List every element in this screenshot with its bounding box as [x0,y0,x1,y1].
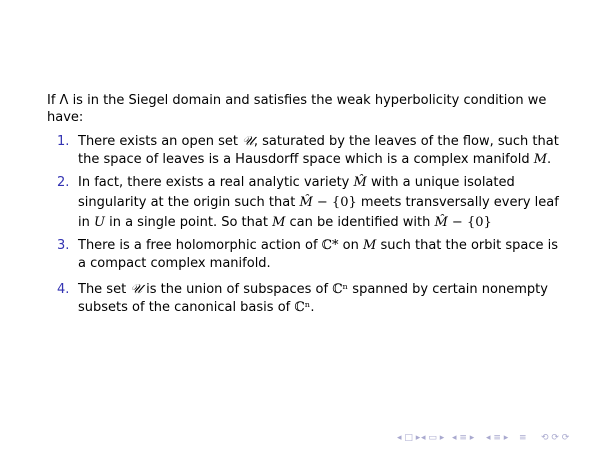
math-expression: ℂⁿ [294,299,311,315]
math-expression: ℂⁿ [332,282,349,297]
nav-outline-icon[interactable]: ≡ [519,433,527,443]
text-segment: in a single point. So that [104,215,273,230]
text-segment: In fact, there exists a real analytic variety [78,175,354,190]
nav-subsection-icon[interactable]: ◂ ≡ ▸ [452,433,475,443]
text-segment: , saturated by the leaves of the flow, such that the space of leaves is a Hausdorff space which is a complex manifold [78,134,559,167]
list-item-number: 2. [57,175,70,190]
text-segment: There is a free holomorphic action of [78,238,322,253]
nav-first-slide-icon[interactable]: ◂ □ ▸ [397,433,421,443]
text-segment: . [310,299,315,315]
beamer-navigation-bar [397,432,570,444]
list-item-number: 4. [57,282,70,297]
list-item [57,281,562,316]
list-item-number: 1. [57,134,70,149]
text-segment: can be identified with [285,215,435,230]
list-item-text [78,133,562,168]
math-symbol: M̂ [299,195,313,210]
list-item-text [78,237,562,272]
math-expression: − {0} [312,195,357,210]
slide-intro: If Λ is in the Siegel domain and satisfies the weak hyperbolicity condition we have: [47,93,547,125]
list-item [57,237,562,272]
text-segment: The set [78,282,131,297]
math-symbol: U [93,215,105,230]
text-segment: on [338,238,363,253]
math-symbol: M [272,215,286,230]
list-item [57,133,562,168]
text-segment: . [547,151,552,167]
math-symbol: 𝒰 [130,282,143,297]
list-item-text [78,173,562,233]
math-symbol: M̂ [434,215,448,230]
text-segment: spanned by certain nonempty subsets of the canonical basis of [78,282,548,315]
math-symbol: M [363,238,377,253]
math-expression: − {0} [447,215,492,230]
math-symbol: M̂ [353,175,367,190]
text-segment: is the union of subspaces of [142,282,333,297]
list-item [57,173,562,233]
text-segment: There exists an open set [78,134,243,149]
text-segment: such that the orbit space is a compact complex manifold. [78,238,559,271]
text-segment: meets transversally every leaf in [78,195,559,230]
nav-section-icon[interactable]: ◂ ≡ ▸ [486,433,509,443]
math-symbol: 𝒰 [242,134,254,149]
nav-frame-icon[interactable]: ◂ ▭ ▸ [421,433,445,443]
math-symbol: M [533,151,548,167]
math-expression: ℂ* [321,238,339,253]
list-item-number: 3. [57,238,70,253]
text-segment: with a unique isolated singularity at the origin such that [78,175,515,210]
list-item-text [78,281,562,316]
nav-search-icon[interactable]: ⟲ ⟳ ⟳ [541,433,570,443]
